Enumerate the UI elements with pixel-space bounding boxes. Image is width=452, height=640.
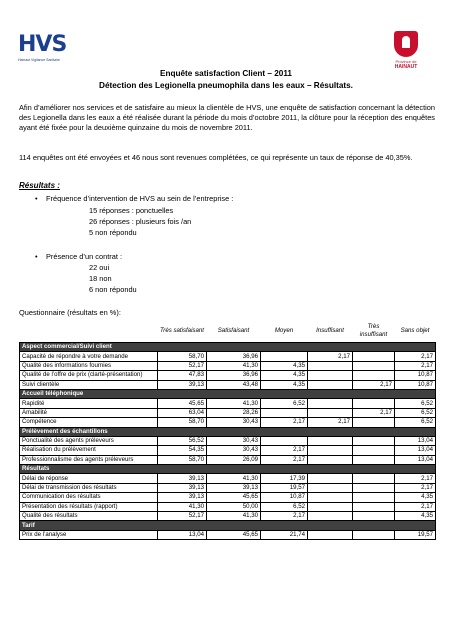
value-cell: 2,17 [261,446,308,455]
value-cell: 4,35 [261,380,308,389]
table-row [20,418,436,427]
value-cell: 2,17 [395,502,436,511]
page-subtitle: Détection des Legionella pneumophila dans les eaux – Résultats. [99,81,353,90]
row-label: Qualité des résultats [20,512,158,521]
row-label: Prix de l’analyse [20,530,158,539]
value-cell: 6,52 [395,418,436,427]
header-cell [20,320,158,343]
row-label: Communication des résultats [20,493,158,502]
header-cell: Très satisfaisant [158,320,207,343]
bullet-icon: • [35,194,38,203]
value-cell: 50,00 [207,502,261,511]
table-row [20,352,436,361]
header-cell: Satisfaisant [207,320,261,343]
row-label: Réalisation du prélèvement [20,446,158,455]
value-cell: 2,17 [395,483,436,492]
table-row [20,455,436,464]
table-row [20,493,436,502]
table-row [20,408,436,417]
bullet-contract-label: Présence d’un contrat : [46,252,123,261]
value-cell: 2,17 [353,380,395,389]
value-cell: 52,17 [158,361,207,370]
value-cell: 2,17 [261,512,308,521]
value-cell [353,502,395,511]
value-cell: 13,04 [395,446,436,455]
value-cell: 2,17 [308,418,353,427]
row-label: Professionnalisme des agents préleveurs [20,455,158,464]
value-cell: 45,65 [207,530,261,539]
value-cell [308,380,353,389]
value-cell: 4,35 [261,361,308,370]
header-cell: Très insuffisant [353,320,395,343]
row-label: Capacité de répondre à votre demande [20,352,158,361]
header-cell: Moyen [261,320,308,343]
hvs-logo-subtitle: Hainaut Vigilance Sanitaire [18,58,60,62]
value-cell: 13,04 [395,436,436,445]
province-logo-line2: HAINAUT [394,64,418,70]
value-cell: 4,35 [395,512,436,521]
frequency-line: 5 non répondu [89,228,137,237]
value-cell [353,371,395,380]
value-cell: 39,13 [158,474,207,483]
table-header-row [20,320,436,343]
value-cell: 58,70 [158,418,207,427]
value-cell [353,483,395,492]
value-cell [353,455,395,464]
value-cell: 6,52 [395,399,436,408]
section-header-row [20,427,436,436]
value-cell: 19,57 [395,530,436,539]
row-label: Qualité de l’offre de prix (clarté-présentation) [20,371,158,380]
bullet-frequency-label: Fréquence d’intervention de HVS au sein de l’entreprise : [46,194,234,203]
table-row [20,446,436,455]
value-cell [353,512,395,521]
value-cell: 39,13 [158,483,207,492]
value-cell: 13,04 [158,530,207,539]
value-cell: 6,52 [261,502,308,511]
results-heading: Résultats : [19,181,60,190]
value-cell: 2,17 [395,474,436,483]
value-cell: 28,26 [207,408,261,417]
value-cell: 58,70 [158,352,207,361]
section-title: Accueil téléphonique [20,389,436,398]
value-cell [308,483,353,492]
value-cell: 4,35 [395,493,436,502]
value-cell [353,436,395,445]
row-label: Rapidité [20,399,158,408]
section-header-row [20,389,436,398]
shield-icon [394,31,418,57]
province-logo-line1: Province de [395,59,417,64]
value-cell: 63,04 [158,408,207,417]
value-cell: 54,35 [158,446,207,455]
value-cell: 41,30 [207,399,261,408]
value-cell [353,352,395,361]
value-cell [353,474,395,483]
frequency-line: 15 réponses : ponctuelles [89,206,174,215]
section-title: Prélèvement des échantillons [20,427,436,436]
value-cell [353,446,395,455]
value-cell: 39,13 [158,493,207,502]
value-cell: 2,17 [395,352,436,361]
table-row [20,361,436,370]
value-cell: 41,30 [158,502,207,511]
section-title: Aspect commercial/Suivi client [20,343,436,352]
value-cell: 36,96 [207,352,261,361]
value-cell: 6,52 [261,399,308,408]
section-title: Résultats [20,465,436,474]
value-cell: 52,17 [158,512,207,521]
page-title: Enquête satisfaction Client – 2011 [160,69,292,78]
row-label: Amabilité [20,408,158,417]
table-row [20,483,436,492]
table-row [20,502,436,511]
table-row [20,436,436,445]
value-cell [308,455,353,464]
table-row [20,371,436,380]
value-cell: 45,65 [158,399,207,408]
row-label: Compétence [20,418,158,427]
value-cell: 26,09 [207,455,261,464]
section-header-row [20,465,436,474]
value-cell: 36,96 [207,371,261,380]
value-cell [353,399,395,408]
table-row [20,474,436,483]
row-label: Délai de transmission des résultats [20,483,158,492]
value-cell: 19,57 [261,483,308,492]
value-cell [308,408,353,417]
response-rate-paragraph: 114 enquêtes ont été envoyées et 46 nous sont revenues complétées, ce qui représente un taux de réponse de 40,35%. [19,153,413,162]
value-cell: 21,74 [261,530,308,539]
row-label: Suivi clientèle [20,380,158,389]
table-row [20,399,436,408]
value-cell: 43,48 [207,380,261,389]
value-cell [261,408,308,417]
value-cell [353,493,395,502]
value-cell: 10,87 [261,493,308,502]
hvs-logo-text: HVS [18,32,67,57]
row-label: Délai de réponse [20,474,158,483]
value-cell: 13,04 [395,455,436,464]
value-cell [308,530,353,539]
table-row [20,380,436,389]
contract-line: 6 non répondu [89,285,137,294]
header-cell: Sans objet [395,320,436,343]
section-header-row [20,343,436,352]
bullet-icon: • [35,252,38,261]
value-cell [308,399,353,408]
frequency-line: 26 réponses : plusieurs fois /an [89,217,192,226]
table-row [20,512,436,521]
value-cell [308,446,353,455]
value-cell [308,371,353,380]
value-cell: 41,30 [207,474,261,483]
value-cell: 56,52 [158,436,207,445]
value-cell [353,418,395,427]
value-cell: 30,43 [207,418,261,427]
value-cell: 41,30 [207,361,261,370]
value-cell [308,436,353,445]
value-cell: 10,87 [395,371,436,380]
value-cell: 30,43 [207,446,261,455]
value-cell: 2,17 [308,352,353,361]
value-cell: 10,87 [395,380,436,389]
section-header-row [20,521,436,530]
intro-paragraph: Afin d’améliorer nos services et de satisfaire au mieux la clientèle de HVS, une enquête de satisfaction concernant la détection des Legionella dans les eaux a été réalisée durant la période du mois d’octobre 2011, la clôture pour la réception des enquêtes ayant été fixée pour la deuxième quinzaine du mois de novembre 2011. [19,103,435,133]
value-cell: 30,43 [207,436,261,445]
contract-line: 22 oui [89,263,110,272]
questionnaire-heading: Questionnaire (résultats en %): [19,308,121,317]
value-cell: 47,83 [158,371,207,380]
hvs-logo [18,34,80,68]
value-cell: 2,17 [353,408,395,417]
value-cell: 2,17 [261,455,308,464]
value-cell [308,493,353,502]
row-label: Présentation des résultats (rapport) [20,502,158,511]
value-cell: 45,65 [207,493,261,502]
value-cell [308,502,353,511]
value-cell [261,436,308,445]
row-label: Qualité des informations fournies [20,361,158,370]
value-cell [261,352,308,361]
value-cell [308,474,353,483]
value-cell [308,512,353,521]
value-cell: 2,17 [261,418,308,427]
value-cell [308,361,353,370]
header-cell: Insuffisant [308,320,353,343]
value-cell: 39,13 [207,483,261,492]
results-table [19,320,436,540]
contract-line: 18 non [89,274,112,283]
value-cell: 58,70 [158,455,207,464]
value-cell: 4,35 [261,371,308,380]
row-label: Ponctualité des agents préleveurs [20,436,158,445]
value-cell [353,530,395,539]
value-cell: 2,17 [395,361,436,370]
table-row [20,530,436,539]
value-cell [353,361,395,370]
value-cell: 6,52 [395,408,436,417]
value-cell: 17,39 [261,474,308,483]
value-cell: 41,30 [207,512,261,521]
value-cell: 39,13 [158,380,207,389]
section-title: Tarif [20,521,436,530]
